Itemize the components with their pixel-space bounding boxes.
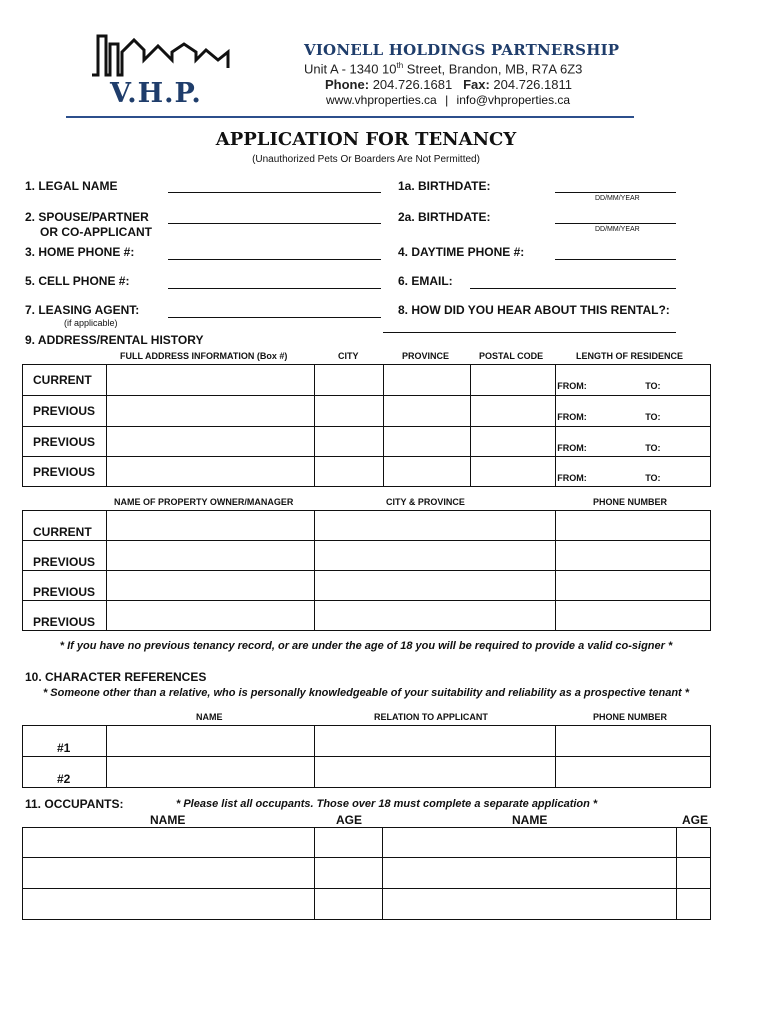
row-label: CURRENT — [23, 511, 107, 541]
length-cell[interactable]: FROM: TO: — [556, 365, 711, 396]
length-cell[interactable]: FROM: TO: — [556, 396, 711, 427]
leasing-agent-label: 7. LEASING AGENT: — [25, 303, 140, 317]
row-label: PREVIOUS — [23, 427, 107, 457]
table-row — [23, 889, 711, 920]
postal-cell[interactable] — [471, 457, 556, 487]
address-cell[interactable] — [106, 396, 314, 427]
logo — [88, 30, 238, 120]
table-row — [23, 457, 711, 487]
home-phone-field[interactable] — [168, 245, 381, 260]
postal-cell[interactable] — [471, 365, 556, 396]
postal-cell[interactable] — [471, 427, 556, 457]
row-label: PREVIOUS — [23, 396, 107, 427]
row-label: CURRENT — [23, 365, 107, 396]
email-label: 6. EMAIL: — [398, 274, 453, 288]
city-cell[interactable] — [314, 396, 383, 427]
header-rule — [66, 116, 634, 118]
ref-relation-cell[interactable] — [314, 757, 556, 788]
city-cell[interactable] — [314, 427, 383, 457]
table-row — [23, 601, 711, 631]
address-history-heading: 9. ADDRESS/RENTAL HISTORY — [25, 333, 204, 347]
col-ref-phone: PHONE NUMBER — [593, 712, 668, 722]
ref-name-cell[interactable] — [106, 726, 314, 757]
date-hint: DD/MM/YEAR — [595, 195, 640, 202]
spouse-label-2: OR CO-APPLICANT — [40, 225, 152, 239]
birthdate-1a-field[interactable] — [555, 178, 676, 193]
company-name: VIONELL HOLDINGS PARTNERSHIP — [304, 41, 620, 59]
birthdate-2a-field[interactable] — [555, 209, 676, 224]
ref-name-cell[interactable] — [106, 757, 314, 788]
table-row — [23, 858, 711, 889]
postal-cell[interactable] — [471, 396, 556, 427]
phone-cell[interactable] — [556, 601, 711, 631]
city-province-cell[interactable] — [314, 571, 556, 601]
occ-name-cell[interactable] — [23, 858, 315, 889]
company-web-email: www.vhproperties.ca | info@vhproperties.ca — [326, 93, 571, 107]
occ-name-cell[interactable] — [23, 828, 315, 858]
city-province-cell[interactable] — [314, 511, 556, 541]
skyline-icon — [88, 30, 238, 85]
col-province: PROVINCE — [402, 351, 450, 361]
leasing-agent-field[interactable] — [168, 303, 381, 318]
col-city-province: CITY & PROVINCE — [386, 497, 465, 507]
col-city: CITY — [338, 351, 359, 361]
company-address: Unit A - 1340 10th Street, Brandon, MB, R7A 6Z3 — [304, 61, 583, 77]
occ-age-cell[interactable] — [314, 858, 383, 889]
col-occ-age-2: AGE — [682, 813, 709, 827]
owner-cell[interactable] — [106, 511, 314, 541]
birthdate-2a-label: 2a. BIRTHDATE: — [398, 210, 491, 224]
province-cell[interactable] — [383, 457, 471, 487]
province-cell[interactable] — [383, 396, 471, 427]
table-row — [23, 541, 711, 571]
length-cell[interactable]: FROM: TO: — [556, 457, 711, 487]
province-cell[interactable] — [383, 427, 471, 457]
daytime-phone-field[interactable] — [555, 245, 676, 260]
address-cell[interactable] — [106, 457, 314, 487]
row-label: #1 — [23, 726, 107, 757]
occ-age-cell[interactable] — [677, 828, 711, 858]
col-occ-name: NAME — [150, 813, 186, 827]
occupants-table — [22, 827, 711, 920]
owner-cell[interactable] — [106, 601, 314, 631]
owner-cell[interactable] — [106, 541, 314, 571]
website-link[interactable]: www.vhproperties.ca — [326, 93, 437, 107]
col-owner-phone: PHONE NUMBER — [593, 497, 668, 507]
cell-phone-field[interactable] — [168, 274, 381, 289]
logo-text: V.H.P. — [110, 78, 202, 109]
occ-name-cell[interactable] — [383, 828, 677, 858]
col-ref-relation: RELATION TO APPLICANT — [374, 712, 488, 722]
ref-relation-cell[interactable] — [314, 726, 556, 757]
cell-phone-label: 5. CELL PHONE #: — [25, 274, 130, 288]
ref-phone-cell[interactable] — [556, 726, 711, 757]
owner-table — [22, 510, 711, 631]
col-occ-name-2: NAME — [512, 813, 548, 827]
table-row — [23, 396, 711, 427]
city-province-cell[interactable] — [314, 601, 556, 631]
legal-name-label: 1. LEGAL NAME — [25, 179, 118, 193]
city-province-cell[interactable] — [314, 541, 556, 571]
email-field[interactable] — [470, 274, 676, 289]
row-label: PREVIOUS — [23, 571, 107, 601]
legal-name-field[interactable] — [168, 178, 381, 193]
heard-about-label: 8. HOW DID YOU HEAR ABOUT THIS RENTAL?: — [398, 303, 670, 317]
row-label: #2 — [23, 757, 107, 788]
page-title: APPLICATION FOR TENANCY — [215, 129, 517, 150]
phone-cell[interactable] — [556, 571, 711, 601]
occ-name-cell[interactable] — [383, 858, 677, 889]
occ-name-cell[interactable] — [23, 889, 315, 920]
home-phone-label: 3. HOME PHONE #: — [25, 245, 135, 259]
table-row — [23, 365, 711, 396]
row-label: PREVIOUS — [23, 541, 107, 571]
table-row — [23, 427, 711, 457]
owner-cell[interactable] — [106, 571, 314, 601]
daytime-phone-label: 4. DAYTIME PHONE #: — [398, 245, 525, 259]
col-occ-age: AGE — [336, 813, 363, 827]
leasing-agent-note: (if applicable) — [64, 318, 118, 328]
cosigner-note: * If you have no previous tenancy record, or are under the age of 18 you will be required to provide a valid co-signer * — [59, 640, 673, 652]
birthdate-1a-label: 1a. BIRTHDATE: — [398, 179, 491, 193]
occ-age-cell[interactable] — [677, 889, 711, 920]
email-link[interactable]: info@vhproperties.ca — [456, 93, 571, 107]
col-owner-manager: NAME OF PROPERTY OWNER/MANAGER — [114, 497, 294, 507]
ref-phone-cell[interactable] — [556, 757, 711, 788]
occ-age-cell[interactable] — [314, 889, 383, 920]
province-cell[interactable] — [383, 365, 471, 396]
references-note: * Someone other than a relative, who is personally knowledgeable of your suitability and reliability as a prospective tenant * — [42, 687, 690, 699]
col-postal-code: POSTAL CODE — [479, 351, 544, 361]
spouse-label: 2. SPOUSE/PARTNER — [25, 210, 149, 224]
length-cell[interactable]: FROM: TO: — [556, 427, 711, 457]
occ-age-cell[interactable] — [314, 828, 383, 858]
page-subtitle: (Unauthorized Pets Or Boarders Are Not Permitted) — [252, 154, 480, 165]
col-ref-name: NAME — [196, 712, 223, 722]
company-phone-fax: Phone: 204.726.1681 Fax: 204.726.1811 — [325, 77, 572, 92]
phone-cell[interactable] — [556, 511, 711, 541]
references-heading: 10. CHARACTER REFERENCES — [25, 670, 207, 684]
col-length-residence: LENGTH OF RESIDENCE — [576, 351, 684, 361]
table-row — [23, 828, 711, 858]
occ-name-cell[interactable] — [383, 889, 677, 920]
city-cell[interactable] — [314, 365, 383, 396]
table-row — [23, 571, 711, 601]
heard-about-field[interactable] — [383, 318, 676, 333]
occupants-heading: 11. OCCUPANTS: — [25, 797, 124, 811]
references-table — [22, 725, 711, 788]
row-label: PREVIOUS — [23, 457, 107, 487]
address-cell[interactable] — [106, 427, 314, 457]
address-history-table — [22, 364, 711, 487]
table-row — [23, 726, 711, 757]
phone-cell[interactable] — [556, 541, 711, 571]
occupants-note: * Please list all occupants. Those over 18 must complete a separate application * — [176, 798, 598, 810]
occ-age-cell[interactable] — [677, 858, 711, 889]
city-cell[interactable] — [314, 457, 383, 487]
row-label: PREVIOUS — [23, 601, 107, 631]
address-cell[interactable] — [106, 365, 314, 396]
date-hint-2: DD/MM/YEAR — [595, 226, 640, 233]
table-row — [23, 757, 711, 788]
table-row — [23, 511, 711, 541]
col-full-address: FULL ADDRESS INFORMATION (Box #) — [120, 351, 288, 361]
spouse-field[interactable] — [168, 209, 381, 224]
